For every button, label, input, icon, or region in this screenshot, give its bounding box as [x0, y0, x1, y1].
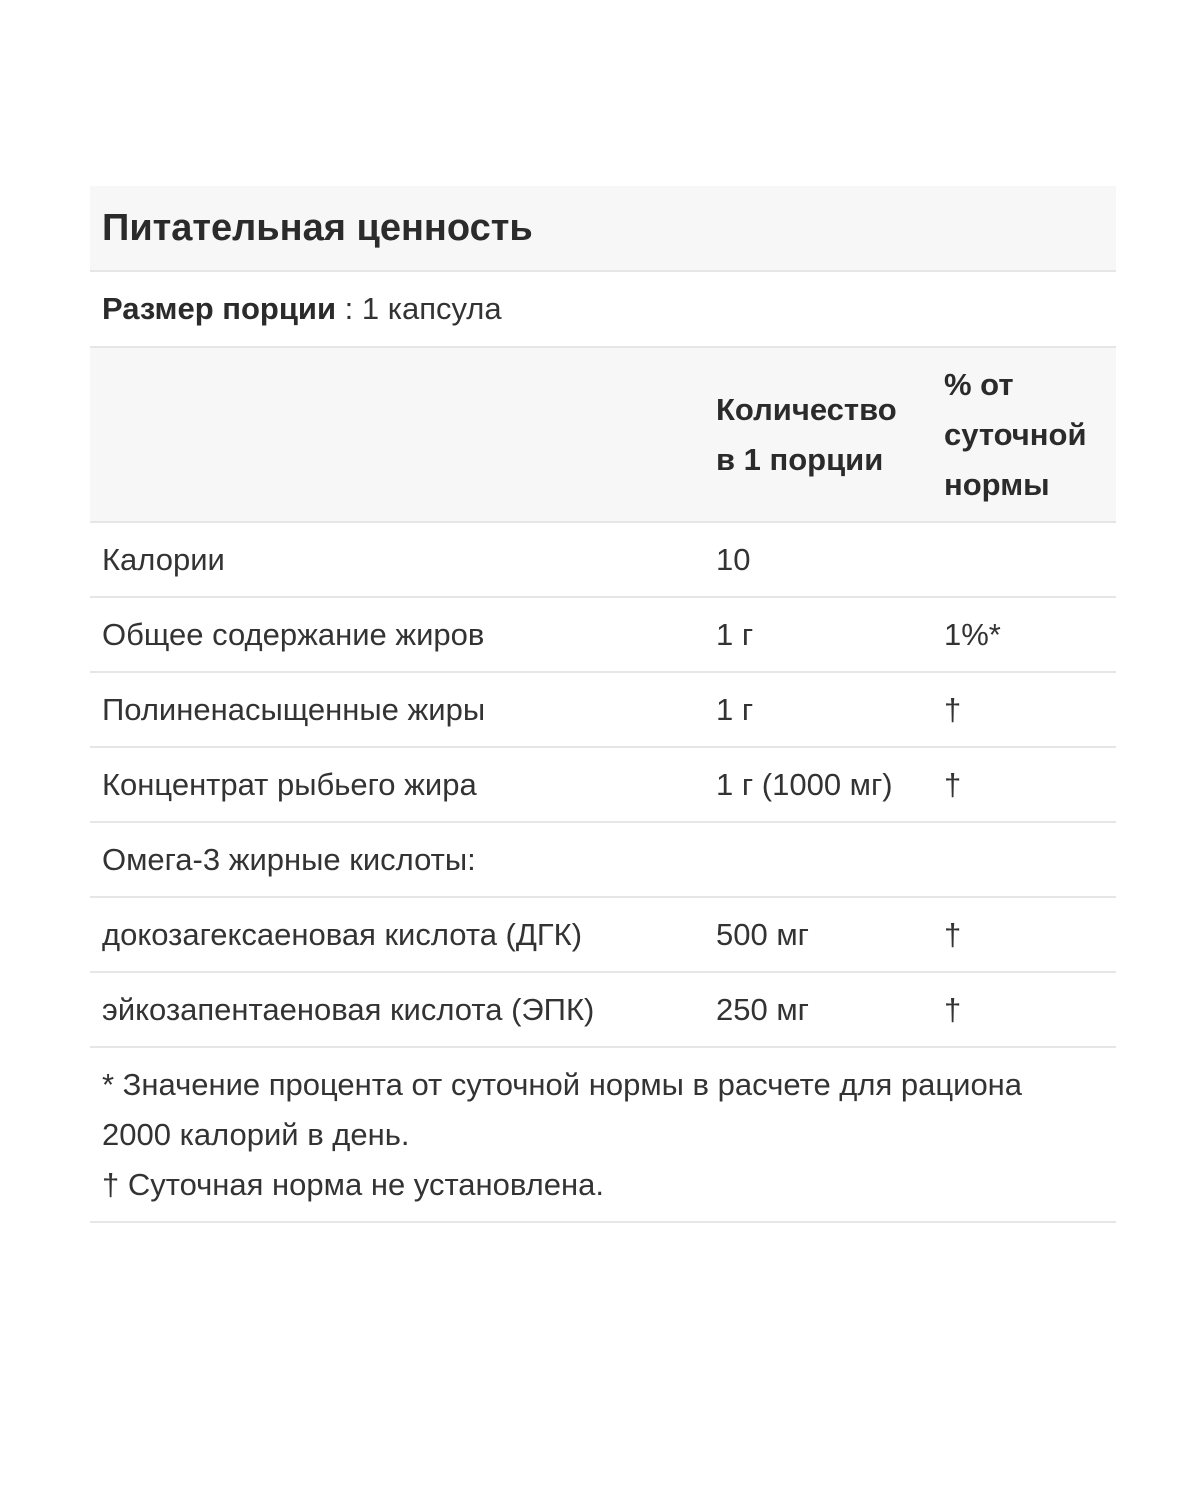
nutrient-name: Полиненасыщенные жиры — [102, 691, 486, 727]
nutrient-amount: 1 г — [716, 691, 754, 727]
nutrient-amount: 500 мг — [716, 916, 809, 952]
nutrient-amount: 1 г — [716, 616, 754, 652]
nutrient-name: Концентрат рыбьего жира — [102, 766, 477, 802]
footnotes — [102, 1060, 1062, 1210]
nutrient-daily-value: † — [944, 766, 962, 802]
nutrient-name: Калории — [102, 541, 225, 577]
title-row — [90, 186, 1116, 272]
table-row — [90, 673, 1116, 748]
nutrient-name: эйкозапентаеновая кислота (ЭПК) — [102, 991, 595, 1027]
serving-size-value: 1 капсула — [361, 291, 502, 326]
serving-size-separator: : — [336, 291, 362, 326]
nutrient-name: докозагексаеновая кислота (ДГК) — [102, 916, 583, 952]
nutrient-daily-value: † — [944, 991, 962, 1027]
nutrient-amount: 250 мг — [716, 991, 809, 1027]
header-amount: Количество в 1 порции — [716, 391, 897, 477]
footnotes-row — [90, 1048, 1116, 1223]
nutrient-daily-value: † — [944, 916, 962, 952]
nutrient-amount: 10 — [716, 541, 751, 577]
table-row — [90, 898, 1116, 973]
nutrition-facts-table — [90, 186, 1116, 1223]
table-row — [90, 973, 1116, 1048]
table-row — [90, 748, 1116, 823]
table-row — [90, 823, 1116, 898]
dagger-footnote: † Суточная норма не установлена. — [102, 1166, 604, 1202]
table-row — [90, 523, 1116, 598]
nutrient-daily-value: † — [944, 691, 962, 727]
serving-size-label: Размер порции — [102, 291, 337, 326]
nutrient-daily-value: 1%* — [944, 616, 1001, 652]
percent-footnote: * Значение процента от суточной нормы в расчете для рациона 2000 калорий в день. — [102, 1066, 1023, 1152]
serving-size-row — [90, 272, 1116, 348]
nutrient-amount: 1 г (1000 мг) — [716, 766, 893, 802]
table-row — [90, 598, 1116, 673]
nutrient-name: Омега-3 жирные кислоты: — [102, 841, 476, 877]
table-title: Питательная ценность — [102, 207, 533, 249]
header-daily-value: % от суточной нормы — [944, 366, 1087, 502]
column-header-row — [90, 348, 1116, 523]
nutrient-name: Общее содержание жиров — [102, 616, 485, 652]
